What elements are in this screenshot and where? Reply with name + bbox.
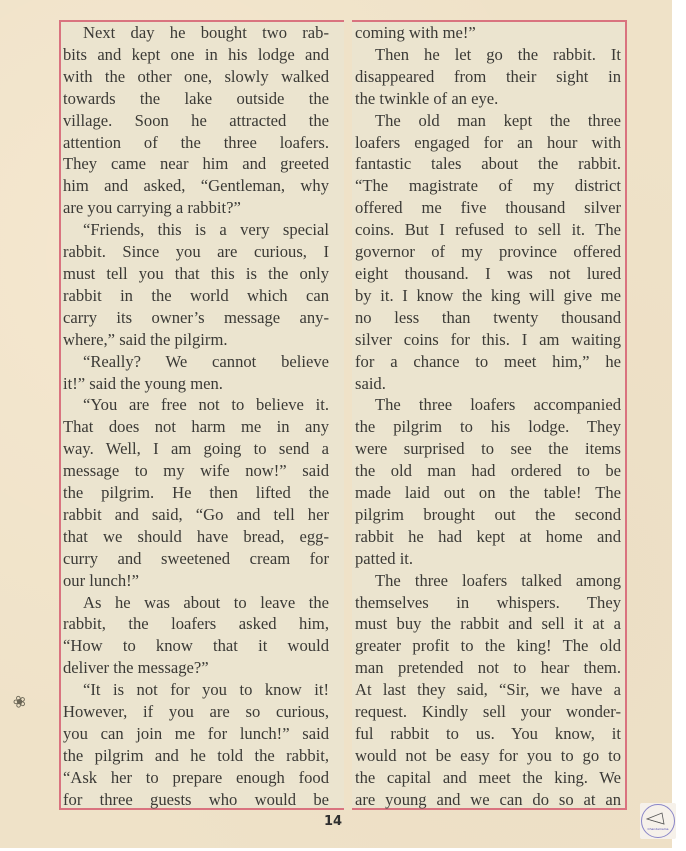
pen-nib-icon [642, 805, 674, 837]
text-line: rabbit. Since you are curious, I [63, 242, 329, 262]
paragraph [63, 351, 329, 395]
text-line: “How to know that it would [63, 636, 329, 656]
column-gutter [344, 20, 352, 810]
text-line: “Friends, this is a very special [83, 220, 329, 240]
text-line: where,” said the pilgirm. [63, 329, 228, 349]
text-line: by it. I know the king will give me [355, 285, 621, 305]
text-line: greater profit to the king! The old [355, 636, 621, 656]
text-line: rabbit he had kept at home and [355, 526, 621, 546]
text-line: That does not harm me in any [63, 417, 329, 437]
text-line: must buy the rabbit and sell it at a [355, 614, 621, 634]
text-line: you can join me for lunch!” said [63, 724, 329, 743]
text-line: the old man had ordered to be [355, 461, 621, 481]
text-line: for a chance to meet him,” he [355, 351, 621, 371]
text-line: Next day he bought two rab- [83, 23, 329, 42]
paragraph [63, 22, 329, 219]
watermark-label: Chandamama [647, 827, 669, 831]
text-line: coins. But I refused to sell it. The [355, 220, 621, 240]
text-line: no less than twenty thousand [355, 307, 621, 327]
text-line: deliver the message?” [63, 658, 209, 678]
paragraph [63, 592, 329, 680]
paragraph [63, 679, 329, 810]
text-line: silver coins for this. I am waiting [355, 329, 621, 349]
page-number: 14 [324, 814, 343, 829]
text-line: would not be easy for you to go to [355, 745, 621, 765]
text-line: eight thousand. I was not lured [355, 263, 621, 283]
text-line: request. Kindly sell your wonder- [355, 702, 621, 722]
paragraph [355, 394, 621, 569]
pen-circle-logo-icon [641, 804, 675, 838]
text-line: patted it. [355, 548, 414, 568]
text-line: Then he let go the rabbit. It [375, 44, 621, 64]
text-line: message to my wife now!” said [63, 461, 329, 481]
text-line: “Ask her to prepare enough food [63, 767, 329, 787]
text-line: made laid out on the table! The [355, 483, 621, 503]
text-line: towards the lake outside the [63, 88, 329, 108]
text-line: the pilgrim to his lodge. They [355, 417, 621, 437]
text-line: loafers engaged for an hour with [355, 132, 621, 152]
text-line: rabbit, the loafers asked him, [63, 614, 329, 634]
text-line: that we should have bread, egg- [63, 526, 329, 546]
text-line: carry its owner’s message any- [63, 307, 329, 327]
ink-smudge-icon: ❀ [10, 692, 30, 713]
text-line: are you carrying a rabbit?” [63, 198, 241, 218]
text-line: must tell you that this is the only [63, 263, 329, 283]
text-line: They came near him and greeted [63, 154, 329, 174]
text-line: coming with me!” [355, 23, 476, 42]
text-line: the capital and meet the king. We [355, 767, 621, 787]
text-line: pilgrim brought out the second [355, 504, 621, 524]
text-line: man pretended not to hear them. [355, 658, 621, 678]
text-line: “Really? We cannot believe [83, 351, 329, 371]
left-column [63, 22, 329, 811]
paragraph [63, 394, 329, 591]
text-line: “The magistrate of my district [355, 176, 621, 196]
text-line: the pilgrim and he told the rabbit, [63, 745, 329, 765]
text-line: for three guests who would be [63, 789, 329, 809]
paragraph [355, 110, 621, 395]
text-line: bits and kept one in his lodge and [63, 44, 329, 64]
text-line: However, if you are so curious, [63, 702, 329, 722]
text-line: The three loafers accompanied [375, 395, 621, 415]
text-line: The three loafers talked among [375, 570, 621, 590]
text-line: governor of my province offered [355, 242, 621, 262]
text-line: him and asked, “Gentleman, why [63, 176, 329, 196]
text-line: village. Soon he attracted the [63, 110, 329, 130]
watermark-logo [640, 803, 676, 839]
text-line: are young and we can do so at an [355, 789, 621, 809]
text-line: At last they said, “Sir, we have a [355, 680, 621, 700]
text-line: offered me five thousand silver [355, 198, 621, 218]
text-line: ful rabbit to us. You know, it [355, 724, 621, 743]
text-line: with the other one, slowly walked [63, 66, 329, 86]
text-line: rabbit in the world which can [63, 285, 329, 305]
text-line: said. [355, 373, 386, 393]
text-line: the pilgrim. He then lifted the [63, 483, 329, 503]
paragraph [63, 219, 329, 350]
paragraph [355, 44, 621, 110]
right-column [355, 22, 621, 811]
text-line: the twinkle of an eye. [355, 88, 499, 108]
text-line: “It is not for you to know it! [83, 680, 329, 700]
text-line: fantastic tales about the rabbit. [355, 154, 621, 174]
text-line: way. Well, I am going to send a [63, 439, 329, 459]
paragraph [355, 570, 621, 811]
text-line: The old man kept the three [375, 110, 621, 130]
text-line: rabbit and said, “Go and tell her [63, 504, 329, 524]
text-line: curry and sweetened cream for [63, 548, 329, 568]
text-line: attention of the three loafers. [63, 132, 329, 152]
text-line: “You are free not to believe it. [83, 395, 329, 415]
text-line: were surprised to see the items [355, 439, 621, 459]
text-line: disappeared from their sight in [355, 66, 621, 86]
paragraph [355, 22, 621, 44]
text-line: themselves in whispers. They [355, 592, 621, 612]
text-line: As he was about to leave the [83, 592, 329, 612]
text-line: it!” said the young men. [63, 373, 223, 393]
text-line: our lunch!” [63, 570, 140, 590]
